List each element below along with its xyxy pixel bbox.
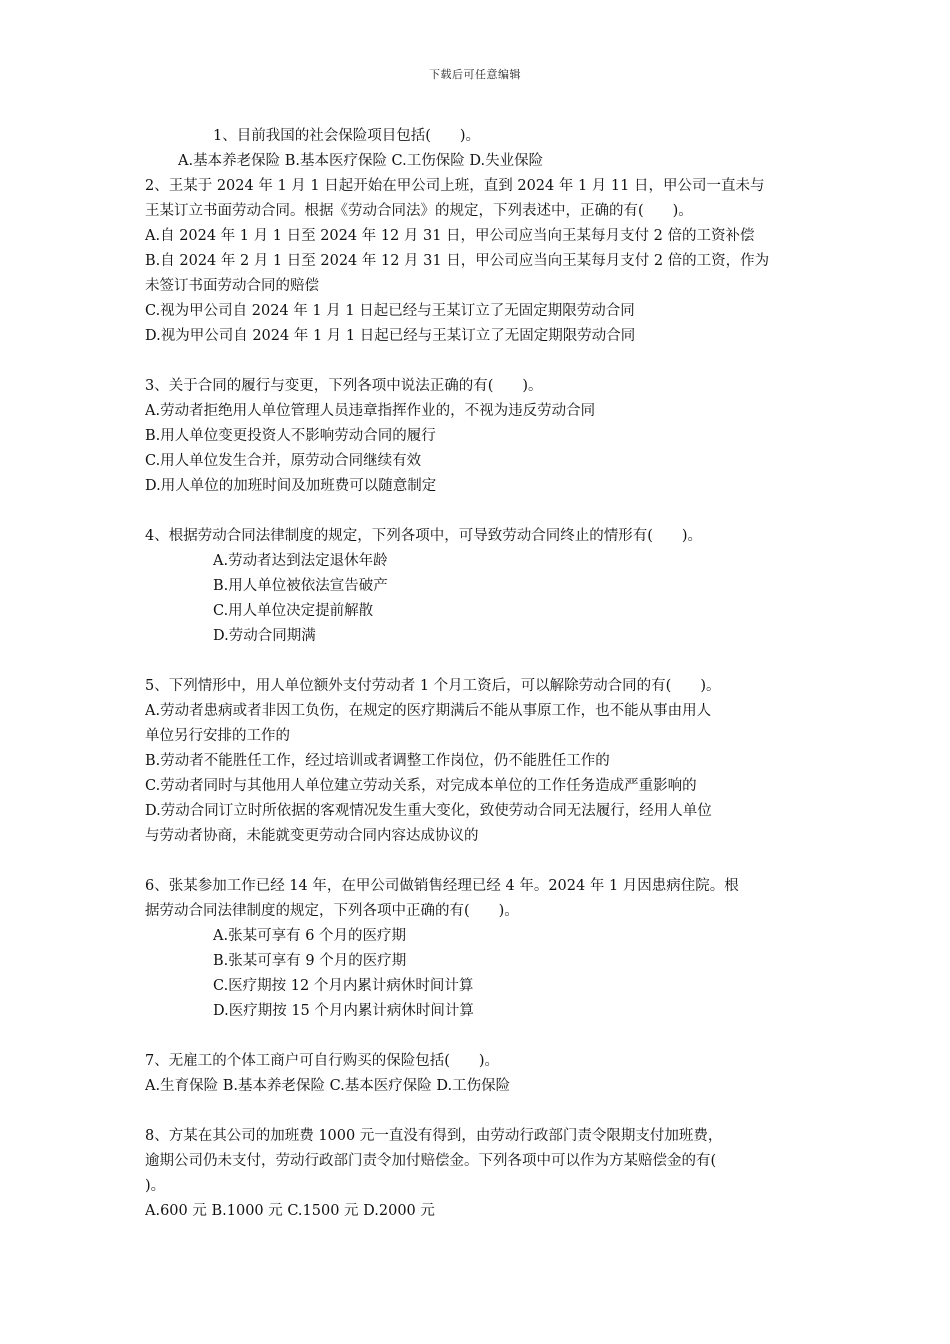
option-c: C.用人单位决定提前解散	[213, 603, 374, 619]
page-header: 下载后可任意编辑	[429, 68, 521, 81]
option-d: D.用人单位的加班时间及加班费可以随意制定	[145, 478, 437, 494]
question-stem: 5、下列情形中，用人单位额外支付劳动者 1 个月工资后，可以解除劳动合同的有( )。	[145, 678, 721, 694]
question-3	[145, 374, 815, 499]
option-b-continued: 未签订书面劳动合同的赔偿	[145, 278, 319, 294]
question-stem: 据劳动合同法律制度的规定，下列各项中正确的有( )。	[145, 903, 519, 919]
option-d: D.视为甲公司自 2024 年 1 月 1 日起已经与王某订立了无固定期限劳动合同	[145, 328, 636, 344]
option-c: C.劳动者同时与其他用人单位建立劳动关系，对完成本单位的工作任务造成严重影响的	[145, 778, 697, 794]
option-b: B.张某可享有 9 个月的医疗期	[213, 953, 407, 969]
option-b: B.用人单位变更投资人不影响劳动合同的履行	[145, 428, 436, 444]
option-a: A.劳动者拒绝用人单位管理人员违章指挥作业的，不视为违反劳动合同	[145, 403, 596, 419]
question-stem: 7、无雇工的个体工商户可自行购买的保险包括( )。	[145, 1053, 500, 1069]
option-d: D.劳动合同期满	[213, 628, 316, 644]
option-a: A.劳动者达到法定退休年龄	[213, 553, 388, 569]
question-5	[145, 674, 815, 849]
option-b: B.自 2024 年 2 月 1 日至 2024 年 12 月 31 日，甲公司应当向王某每月支付 2 倍的工资，作为	[145, 253, 770, 269]
spacer	[145, 849, 815, 874]
option-d: D.劳动合同订立时所依据的客观情况发生重大变化，致使劳动合同无法履行，经用人单位	[145, 803, 712, 819]
option-line: A.生育保险 B.基本养老保险 C.基本医疗保险 D.工伤保险	[145, 1078, 511, 1094]
option-a: A.张某可享有 6 个月的医疗期	[213, 928, 407, 944]
question-4	[145, 524, 815, 649]
question-stem: 2、王某于 2024 年 1 月 1 日起开始在甲公司上班，直到 2024 年 1 月 11 日，甲公司一直未与	[145, 178, 765, 194]
spacer	[145, 499, 815, 524]
option-d: D.医疗期按 15 个月内累计病休时间计算	[213, 1003, 474, 1019]
spacer	[145, 1024, 815, 1049]
option-b: B.劳动者不能胜任工作，经过培训或者调整工作岗位，仍不能胜任工作的	[145, 753, 610, 769]
question-stem: 1、目前我国的社会保险项目包括( )。	[213, 128, 481, 144]
question-6	[145, 874, 815, 1024]
option-a: A.自 2024 年 1 月 1 日至 2024 年 12 月 31 日，甲公司应当向王某每月支付 2 倍的工资补偿	[145, 228, 755, 244]
question-2	[145, 174, 815, 349]
spacer	[145, 1099, 815, 1124]
option-line: A.600 元 B.1000 元 C.1500 元 D.2000 元	[145, 1203, 435, 1219]
option-c: C.用人单位发生合并，原劳动合同继续有效	[145, 453, 422, 469]
option-d-continued: 与劳动者协商，未能就变更劳动合同内容达成协议的	[145, 828, 479, 844]
option-c: C.视为甲公司自 2024 年 1 月 1 日起已经与王某订立了无固定期限劳动合同	[145, 303, 635, 319]
question-1	[145, 124, 815, 174]
document-body	[145, 124, 815, 1224]
option-c: C.医疗期按 12 个月内累计病休时间计算	[213, 978, 474, 994]
question-stem: 3、关于合同的履行与变更，下列各项中说法正确的有( )。	[145, 378, 543, 394]
option-b: B.用人单位被依法宣告破产	[213, 578, 388, 594]
option-line: A.基本养老保险 B.基本医疗保险 C.工伤保险 D.失业保险	[178, 153, 544, 169]
option-a-continued: 单位另行安排的工作的	[145, 728, 290, 744]
question-stem: 王某订立书面劳动合同。根据《劳动合同法》的规定，下列表述中，正确的有( )。	[145, 203, 693, 219]
question-stem: 4、根据劳动合同法律制度的规定，下列各项中，可导致劳动合同终止的情形有( )。	[145, 528, 703, 544]
question-stem: )。	[145, 1178, 166, 1194]
spacer	[145, 349, 815, 374]
question-7	[145, 1049, 815, 1099]
spacer	[145, 649, 815, 674]
question-stem: 8、方某在其公司的加班费 1000 元一直没有得到，由劳动行政部门责令限期支付加班费，	[145, 1128, 723, 1144]
option-a: A.劳动者患病或者非因工负伤，在规定的医疗期满后不能从事原工作，也不能从事由用人	[145, 703, 712, 719]
question-8	[145, 1124, 815, 1224]
question-stem: 6、张某参加工作已经 14 年，在甲公司做销售经理已经 4 年。2024 年 1 月因患病住院。根	[145, 878, 739, 894]
question-stem: 逾期公司仍未支付，劳动行政部门责令加付赔偿金。下列各项中可以作为方某赔偿金的有(	[145, 1153, 717, 1169]
